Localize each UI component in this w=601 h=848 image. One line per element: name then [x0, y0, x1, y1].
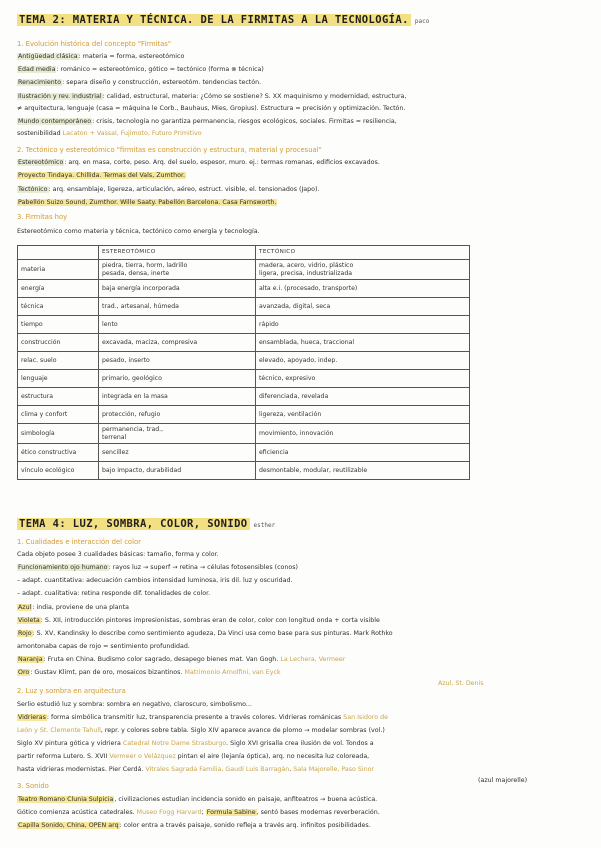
- line: [17, 130, 587, 138]
- highlighted-term: Vidrieras: [18, 714, 46, 721]
- line: [17, 809, 587, 817]
- line: [17, 766, 587, 774]
- row-label: tiempo: [18, 316, 99, 334]
- line: [17, 577, 587, 585]
- text-run: , sentó bases modernas reverberación.: [256, 809, 380, 816]
- highlighted-term: Formula Sabine: [206, 809, 256, 816]
- highlighted-term: Proyecto Tindaya. Chillida. Termas del Vals, Zumthor.: [18, 172, 185, 179]
- text-run: : Gustav Klimt, pan de oro, mosaicos bizantinos.: [30, 669, 185, 676]
- text-run: Cada objeto posee 3 cualidades básicas: tamaño, forma y color.: [17, 551, 219, 558]
- row-label: construcción: [18, 334, 99, 352]
- table-cell: diferenciada, revelada: [256, 388, 470, 406]
- line: [17, 199, 587, 207]
- highlighted-term: Estereotómico: [18, 159, 64, 166]
- table-row: [18, 316, 470, 334]
- text-run: : forma simbólica transmitir luz, transparencia presente a través colores. Vidrieras románicas: [46, 714, 344, 721]
- row-label: clima y confort: [18, 406, 99, 424]
- text-run: hasta vidrieras modernistas. Pier Cerdá.: [17, 766, 146, 773]
- tema4-title: TEMA 4: LUZ, SOMBRA, COLOR, SONIDO esther: [19, 518, 276, 530]
- text-run: , repr. y colores sobre tabla. Siglo XIV aparece avance de plomo → modelar sombras (vol.): [100, 727, 385, 734]
- table-cell: ligereza, ventilación: [256, 406, 470, 424]
- highlighted-term: Tectónico: [18, 186, 48, 193]
- line: [17, 93, 587, 101]
- table-header-cell: [18, 246, 99, 260]
- highlighted-term: Edad media: [18, 66, 56, 73]
- table-cell: piedra, tierra, horm, ladrillo pesada, densa, inerte: [99, 260, 256, 280]
- highlighted-term: Museo Fogg Harvard: [136, 809, 202, 816]
- table-cell: movimiento, innovación: [256, 424, 470, 444]
- table-header-cell: ESTEREOTÓMICO: [99, 246, 256, 260]
- row-label: estructura: [18, 388, 99, 406]
- table-cell: técnico, expresivo: [256, 370, 470, 388]
- line: [17, 604, 587, 612]
- text-run: ;: [201, 809, 206, 816]
- text-run: : arq. en masa, corte, peso. Arq. del suelo, espesor, muro. ej.: termas romanas, edificios excavados.: [64, 159, 380, 166]
- highlighted-term: Violeta: [18, 617, 40, 624]
- table-cell: primario, geológico: [99, 370, 256, 388]
- table-body: [18, 260, 470, 480]
- highlighted-term: Naranja: [18, 656, 43, 663]
- table-header-row: [18, 246, 470, 260]
- line: [17, 105, 587, 113]
- highlighted-term: Matrimonio Arnolfini, van Eyck: [184, 669, 281, 676]
- table-cell: desmontable, modular, reutilizable: [256, 462, 470, 480]
- text-run: Gótico comienza acústica catedrales.: [17, 809, 137, 816]
- text-run: : calidad, estructural, materia: ¿Cómo se sostiene? S. XX maquinismo y modernidad, estructura,: [102, 93, 407, 100]
- highlighted-term: La Lechera, Vermeer: [280, 656, 346, 663]
- line: [17, 53, 587, 61]
- text-run: : románico = estereotómico, gótico = tectónico (forma ⊗ técnica): [56, 66, 264, 73]
- row-label: vínculo ecológico: [18, 462, 99, 480]
- highlighted-term: Teatro Romano Clunia Sulpicia: [18, 796, 114, 803]
- table-cell: excavada, maciza, compresiva: [99, 334, 256, 352]
- highlighted-term: Funcionamiento ojo humano: [18, 564, 108, 571]
- table-cell: avanzada, digital, seca: [256, 298, 470, 316]
- table-cell: pesado, inserto: [99, 352, 256, 370]
- highlighted-term: Oro: [18, 669, 30, 676]
- text-run: – adapt. cualitativa: retina responde dif. tonalidades de color.: [17, 590, 211, 597]
- table-row: [18, 462, 470, 480]
- line: [17, 701, 587, 709]
- text-run: : arq. ensamblaje, ligereza, articulación, aéreo, estruct. visible, el. tensionados (Japo).: [48, 186, 320, 193]
- text-run: Siglo XV pintura gótica y vidriera: [17, 740, 123, 747]
- highlighted-term: Ilustración y rev. industrial: [18, 93, 102, 100]
- tema2-section2-heading: 2. Tectónico y estereotómico "firmitas es construcción y estructura, material y procesual": [17, 146, 322, 154]
- table-row: [18, 424, 470, 444]
- line: [17, 753, 587, 761]
- highlighted-term: Azul, St. Denis: [438, 680, 484, 687]
- highlighted-term: Azul: [18, 604, 32, 611]
- line: [17, 159, 587, 167]
- text-run: : separa diseño y construcción, estereotóm. tendencias tectón.: [62, 79, 262, 86]
- line: [17, 656, 587, 664]
- tema2-author: paco: [414, 18, 430, 25]
- row-label: lenguaje: [18, 370, 99, 388]
- line: [17, 551, 587, 559]
- text-run: (azul majorelle): [478, 777, 528, 784]
- table-cell: sencillez: [99, 444, 256, 462]
- row-label: ético constructiva: [18, 444, 99, 462]
- line: [17, 564, 587, 572]
- comparison-table: [17, 245, 470, 480]
- highlighted-term: Vitrales Sagrada Familia, Gaudí: [145, 766, 244, 773]
- tema4-section1-heading: 1. Cualidades e interacción del color: [17, 538, 141, 546]
- table-row: [18, 280, 470, 298]
- table-cell: madera, acero, vidrio, plástico ligera, precisa, industrializada: [256, 260, 470, 280]
- text-run: : S. XV, Kandinsky lo describe como sentimiento agudeza, Da Vinci usa como base para sus pinturas. Mark Rothko: [32, 630, 393, 637]
- text-run: : crisis, tecnología no garantiza permanencia, riesgos ecológicos, sociales. Firmitas = resiliencia,: [92, 118, 397, 125]
- table-cell: protección, refugio: [99, 406, 256, 424]
- highlighted-term: Sala Majorelle, Paso Sinor: [293, 766, 375, 773]
- text-run: . Siglo XVI grisalla crea ilusión de vol. Tondos a: [226, 740, 374, 747]
- line: [17, 669, 587, 677]
- text-run: .: [289, 766, 294, 773]
- text-run: : color entra a través paisaje, sonido refleja a través arq. infinitos posibilidades.: [119, 822, 371, 829]
- line: [17, 796, 587, 804]
- highlighted-term: Lacaton + Vassal, Fujimoto, Futuro Primitivo: [62, 130, 202, 137]
- table-row: [18, 260, 470, 280]
- table-cell: permanencia, trad., terrenal: [99, 424, 256, 444]
- text-run: partir reforma Lutero. S. XVII: [17, 753, 110, 760]
- text-run: sostenibilidad: [17, 130, 63, 137]
- table-cell: alta e.i. (procesado, transporte): [256, 280, 470, 298]
- highlighted-term: Pabellón Suizo Sound, Zumthor. Wille Saaty. Pabellón Barcelona. Casa Farnsworth.: [18, 199, 277, 206]
- table-cell: trad., artesanal, húmeda: [99, 298, 256, 316]
- line: Estereotómico como materia y técnica, tectónico como energía y tecnología.: [17, 228, 260, 235]
- line: [17, 714, 587, 722]
- line: [17, 590, 587, 598]
- line: [17, 822, 587, 830]
- line: [438, 680, 578, 688]
- table-header-cell: TECTÓNICO: [256, 246, 470, 260]
- row-label: materia: [18, 260, 99, 280]
- highlighted-term: León y St. Clemente Tahull: [17, 727, 101, 734]
- text-run: – adapt. cuantitativa: adecuación cambios intensidad luminosa, iris dil. luz y oscuridad.: [17, 577, 293, 584]
- line: [17, 79, 587, 87]
- row-label: simbología: [18, 424, 99, 444]
- table-cell: ensamblada, hueca, traccional: [256, 334, 470, 352]
- table-cell: eficiencia: [256, 444, 470, 462]
- table-cell: integrada en la masa: [99, 388, 256, 406]
- line: [17, 172, 587, 180]
- text-run: : rayos luz → superf → retina → células fotosensibles (conos): [108, 564, 298, 571]
- text-run: Serlio estudió luz y sombra: sombra en negativo, claroscuro, simbolismo...: [17, 701, 252, 708]
- tema4-author: esther: [253, 522, 276, 529]
- text-run: pintan el aire (lejanía óptica), arq. no necesita luz coloreada,: [175, 753, 370, 760]
- table-row: [18, 370, 470, 388]
- line: [17, 727, 587, 735]
- highlighted-term: Antigüedad clásica: [18, 53, 78, 60]
- line: [17, 617, 587, 625]
- row-label: relac. suelo: [18, 352, 99, 370]
- text-run: : materia = forma, estereotómico: [78, 53, 185, 60]
- line: [17, 186, 587, 194]
- highlighted-term: Luis Barragán: [245, 766, 290, 773]
- table-cell: lento: [99, 316, 256, 334]
- line: [17, 118, 587, 126]
- highlighted-term: Rojo: [18, 630, 32, 637]
- highlighted-term: Capilla Sonido, China, OPEN arq: [18, 822, 119, 829]
- tema2-title: TEMA 2: MATERIA Y TÉCNICA. DE LA FIRMITAS A LA TECNOLOGÍA. paco: [19, 14, 430, 26]
- text-run: ≠ arquitectura, lenguaje (casa = máquina le Corb., Bauhaus, Mies, Gropius). Estructura = precisión y optimización. Tectón.: [17, 105, 406, 112]
- tema2-section3-heading: 3. Firmitas hoy: [17, 213, 68, 221]
- table-row: [18, 352, 470, 370]
- tema2-section1-heading: 1. Evolución histórica del concepto "Firmitas": [17, 40, 171, 48]
- table-row: [18, 298, 470, 316]
- highlighted-term: Catedral Notre Dame Strasburgo: [122, 740, 227, 747]
- highlighted-term: Mundo contemporáneo: [18, 118, 92, 125]
- text-run: : Fruta en China. Budismo color sagrado, desapego bienes mat. Van Gogh.: [43, 656, 281, 663]
- row-label: energía: [18, 280, 99, 298]
- text-run: : S. XII, introducción pintores impresionistas, sombras eran de color, color con longitud onda + corta visible: [40, 617, 380, 624]
- line: [17, 643, 587, 651]
- table-row: [18, 334, 470, 352]
- tema4-section2-heading: 2. Luz y sombra en arquitectura: [17, 687, 126, 695]
- table-row: [18, 388, 470, 406]
- table-row: [18, 444, 470, 462]
- table-cell: bajo impacto, durabilidad: [99, 462, 256, 480]
- text-run: , civilizaciones estudian incidencia sonido en paisaje, anfiteatros → buena acústica.: [114, 796, 378, 803]
- table-cell: baja energía incorporada: [99, 280, 256, 298]
- line: [17, 66, 587, 74]
- highlighted-term: Vermeer o Velázquez: [109, 753, 176, 760]
- line: [478, 777, 578, 785]
- table-row: [18, 406, 470, 424]
- line: [17, 630, 587, 638]
- line: [17, 740, 587, 748]
- table-cell: elevado, apoyado, indep.: [256, 352, 470, 370]
- text-run: amontonaba capas de rojo = sentimiento profundidad.: [17, 643, 190, 650]
- highlighted-term: Renacimiento: [18, 79, 62, 86]
- text-run: : india, proviene de una planta: [32, 604, 129, 611]
- tema4-section3-heading: 3. Sonido: [17, 782, 49, 790]
- row-label: técnica: [18, 298, 99, 316]
- highlighted-term: San Isidoro de: [343, 714, 388, 721]
- table-cell: rápido: [256, 316, 470, 334]
